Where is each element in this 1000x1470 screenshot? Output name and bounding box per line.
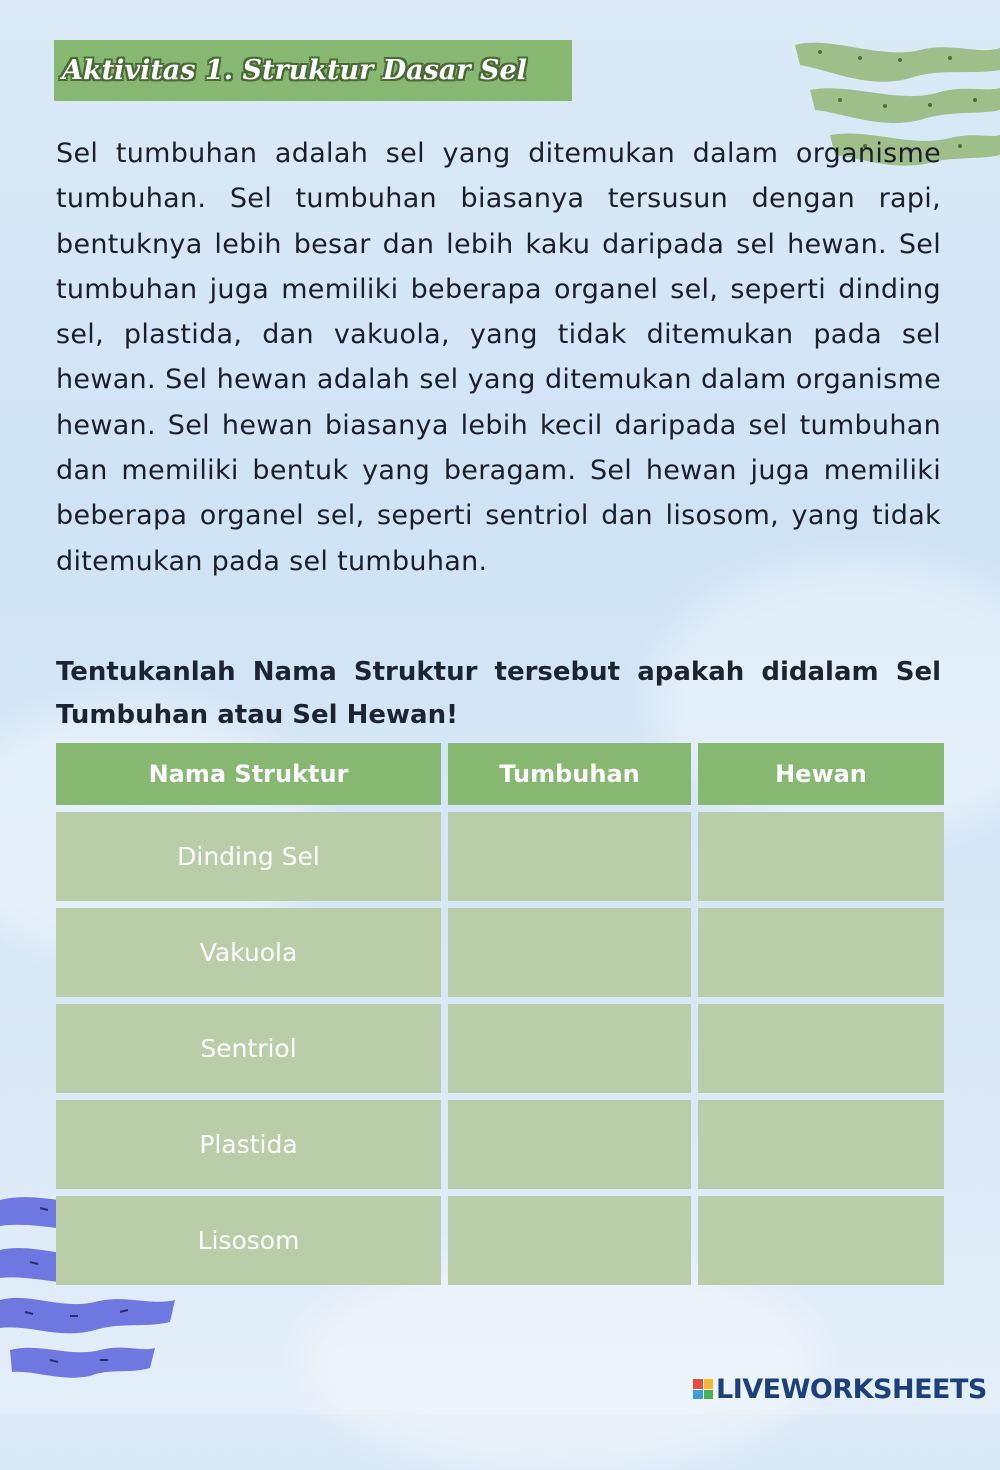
table-row: [56, 812, 944, 901]
structure-name-cell: Plastida: [56, 1100, 441, 1189]
page-title: Aktivitas 1. Struktur Dasar Sel: [62, 55, 527, 86]
tumbuhan-drop-cell[interactable]: [448, 908, 691, 997]
table-header-row: [56, 743, 944, 805]
activity-title-banner: [54, 40, 572, 101]
intro-paragraph: Sel tumbuhan adalah sel yang ditemukan dalam organisme tumbuhan. Sel tumbuhan biasanya tersusun dengan rapi, bentuknya lebih besar dan lebih kaku daripada sel hewan. Sel tumbuhan juga memiliki beberapa organel sel, seperti dinding sel, plastida, dan vakuola, yang tidak ditemukan pada sel hewan. Sel hewan adalah sel yang ditemukan dalam organisme hewan. Sel hewan biasanya lebih kecil daripada sel tumbuhan dan memiliki bentuk yang beragam. Sel hewan juga memiliki beberapa organel sel, seperti sentriol dan lisosom, yang tidak ditemukan pada sel tumbuhan.: [56, 138, 941, 577]
hewan-drop-cell[interactable]: [698, 1100, 944, 1189]
hewan-drop-cell[interactable]: [698, 908, 944, 997]
header-hewan: Hewan: [698, 743, 944, 805]
tumbuhan-drop-cell[interactable]: [448, 1004, 691, 1093]
hewan-drop-cell[interactable]: [698, 1004, 944, 1093]
structure-name-cell: Sentriol: [56, 1004, 441, 1093]
liveworksheets-logo[interactable]: [693, 1374, 987, 1404]
structure-name-cell: Dinding Sel: [56, 812, 441, 901]
table-row: [56, 1100, 944, 1189]
hewan-drop-cell[interactable]: [698, 812, 944, 901]
liveworksheets-badge-icon: [693, 1379, 713, 1399]
tumbuhan-drop-cell[interactable]: [448, 1196, 691, 1285]
instruction-text: Tentukanlah Nama Struktur tersebut apakah didalam Sel Tumbuhan atau Sel Hewan!: [56, 657, 941, 730]
structure-table: [56, 743, 944, 1285]
structure-name-cell: Vakuola: [56, 908, 441, 997]
structure-name-cell: Lisosom: [56, 1196, 441, 1285]
tumbuhan-drop-cell[interactable]: [448, 1100, 691, 1189]
hewan-drop-cell[interactable]: [698, 1196, 944, 1285]
table-row: [56, 1004, 944, 1093]
header-tumbuhan: Tumbuhan: [448, 743, 691, 805]
logo-text: LIVEWORKSHEETS: [716, 1373, 987, 1405]
header-nama-struktur: Nama Struktur: [56, 743, 441, 805]
tumbuhan-drop-cell[interactable]: [448, 812, 691, 901]
table-row: [56, 1196, 944, 1285]
table-row: [56, 908, 944, 997]
